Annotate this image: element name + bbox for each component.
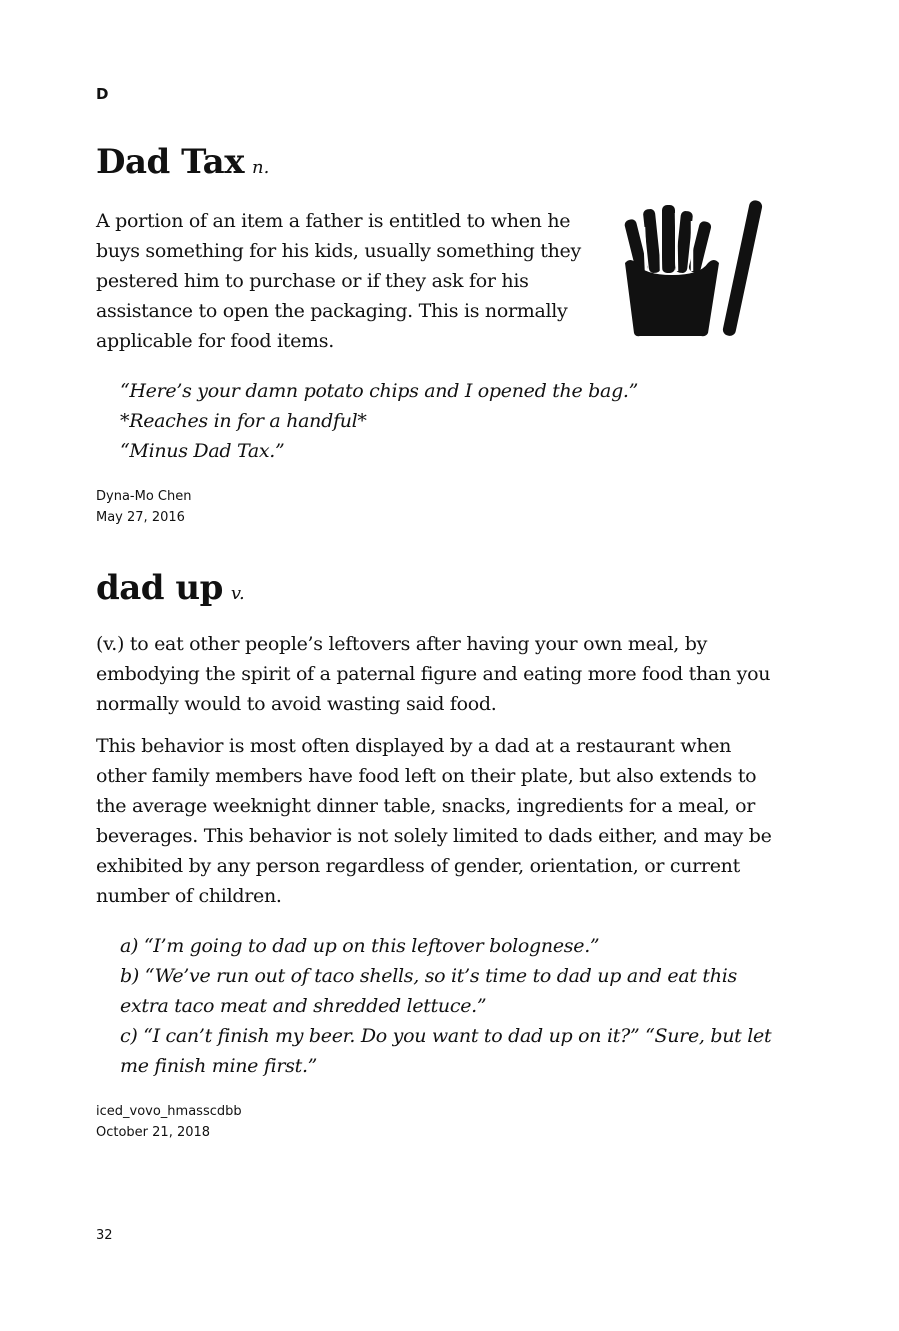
entry-definition: (v.) to eat other people’s leftovers after having your own meal, by embodying the spirit of a paternal figure and eating more food than you normally would to avoid wasting said food. xyxy=(96,633,771,715)
page-number: 32 xyxy=(96,1228,113,1243)
entry-examples xyxy=(96,931,786,1081)
example-line: c) “I can’t finish my beer. Do you want to dad up on it?” “Sure, but let me finish mine first.” xyxy=(120,1025,772,1077)
entry-dad-up xyxy=(96,568,786,1143)
entry-date: May 27, 2016 xyxy=(96,510,185,525)
entry-headword xyxy=(96,568,786,614)
example-line: *Reaches in for a handful* xyxy=(120,410,367,432)
entry-author: Dyna-Mo Chen xyxy=(96,489,192,504)
entry-credit xyxy=(96,486,796,528)
french-fries-icon xyxy=(622,199,770,339)
part-of-speech: v. xyxy=(230,583,245,604)
part-of-speech: n. xyxy=(251,157,270,178)
entry-author: iced_vovo_hmasscdbb xyxy=(96,1104,242,1119)
entry-date: October 21, 2018 xyxy=(96,1125,211,1140)
entry-headword xyxy=(96,142,796,188)
entry-examples xyxy=(96,376,796,466)
headword-text: dad up xyxy=(96,568,223,608)
entry-credit xyxy=(96,1101,786,1143)
example-line: a) “I’m going to dad up on this leftover bolognese.” xyxy=(120,935,600,957)
headword-text: Dad Tax xyxy=(96,142,244,182)
example-line: “Here’s your damn potato chips and I opened the bag.” xyxy=(120,380,639,402)
section-letter: D xyxy=(96,85,109,103)
example-line: b) “We’ve run out of taco shells, so it’s time to dad up and eat this extra taco meat and shredded lettuce.” xyxy=(120,965,737,1017)
entry-definition-continued: This behavior is most often displayed by a dad at a restaurant when other family members have food left on their plate, but also extends to the average weeknight dinner table, snacks, ingredients for a meal, or beverages. This behavior is not solely limited to dads either, and may be exhibited by any person regardless of gender, orientation, or current number of children. xyxy=(96,735,772,907)
example-line: “Minus Dad Tax.” xyxy=(120,440,285,462)
entry-definition: A portion of an item a father is entitled to when he buys something for his kids, usually something they pestered him to purchase or if they ask for his assistance to open the packaging. This is normally applicable for food items. xyxy=(96,210,581,352)
